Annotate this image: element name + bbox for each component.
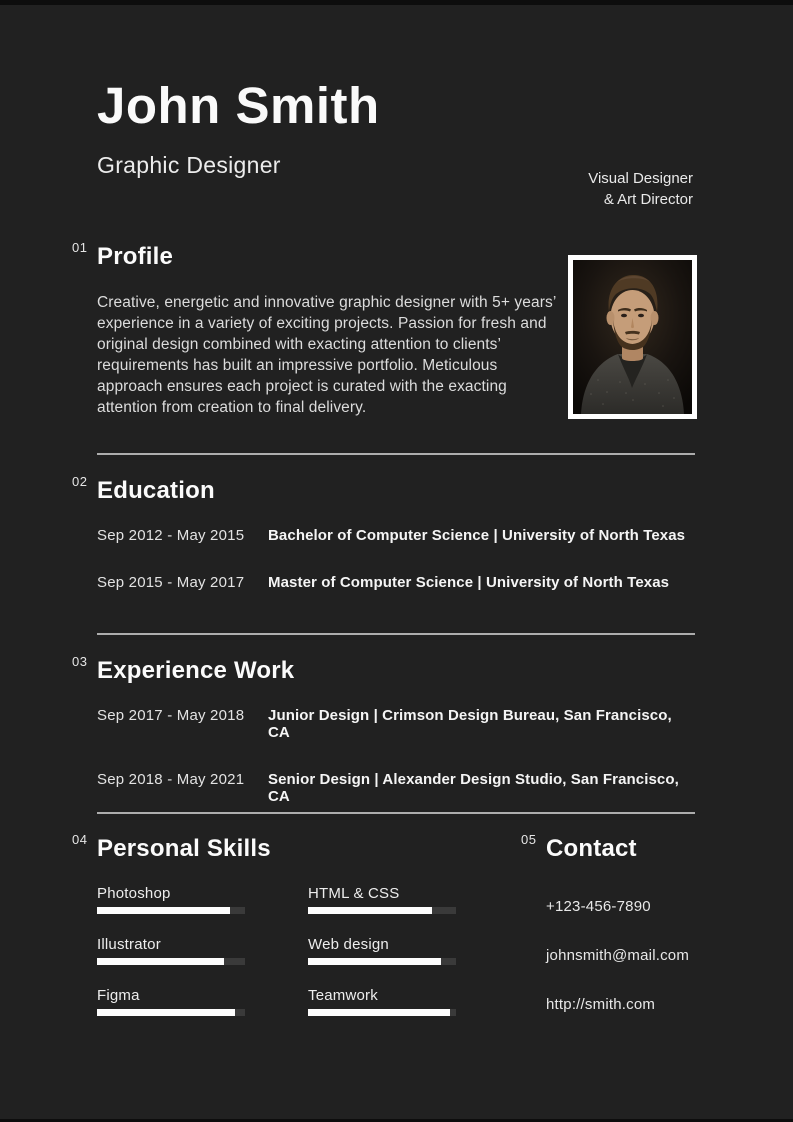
skill-item xyxy=(308,885,505,914)
skill-bar-fill xyxy=(97,958,224,965)
skill-bar-fill xyxy=(308,907,432,914)
skill-bar xyxy=(97,958,245,965)
section-experience xyxy=(72,654,697,835)
experience-dates: Sep 2017 - May 2018 xyxy=(97,707,245,725)
section-title-experience: Experience Work xyxy=(97,657,295,684)
skill-label: Figma xyxy=(97,987,140,1005)
section-number: 01 xyxy=(72,240,88,255)
skill-label: HTML & CSS xyxy=(308,885,400,903)
skill-bar-fill xyxy=(97,907,230,914)
profile-photo xyxy=(568,255,697,419)
profile-summary-text: Creative, energetic and innovative graphic designer with 5+ years’ experience in a variety of exciting projects. Passion for fresh and original design combined with exacting attention to clients’ requirements has built an impressive portfolio. Meticulous approach ensures each project is curated with the exacting attention from creation to final delivery. xyxy=(97,294,556,417)
education-description: Master of Computer Science | University of North Texas xyxy=(268,574,670,592)
section-contact-header xyxy=(521,832,706,862)
experience-row xyxy=(97,707,697,741)
experience-description: Junior Design | Crimson Design Bureau, San Francisco, CA xyxy=(268,707,672,742)
contact-website: http://smith.com xyxy=(546,996,656,1014)
education-dates: Sep 2012 - May 2015 xyxy=(97,527,245,545)
section-title-profile: Profile xyxy=(97,243,174,270)
page-title: John Smith xyxy=(97,77,380,134)
contact-phone: +123-456-7890 xyxy=(546,898,651,916)
experience-description: Senior Design | Alexander Design Studio, San Francisco, CA xyxy=(268,771,679,806)
section-profile xyxy=(72,240,559,418)
skill-label: Illustrator xyxy=(97,936,161,954)
divider xyxy=(97,633,695,635)
skill-label: Web design xyxy=(308,936,389,954)
education-dates: Sep 2015 - May 2017 xyxy=(97,574,245,592)
skill-item xyxy=(308,936,505,965)
tagline-line-1: Visual Designer xyxy=(588,170,693,187)
skill-item xyxy=(97,885,308,914)
section-profile-header xyxy=(72,240,559,270)
skill-bar-fill xyxy=(97,1009,235,1016)
experience-dates: Sep 2018 - May 2021 xyxy=(97,771,245,789)
section-number: 02 xyxy=(72,474,88,489)
skill-item xyxy=(97,936,308,965)
section-contact xyxy=(521,832,706,1045)
divider xyxy=(97,812,695,814)
section-title-contact: Contact xyxy=(546,835,637,862)
tagline-line-2: & Art Director xyxy=(603,191,693,208)
section-experience-header xyxy=(72,654,697,684)
skills-grid xyxy=(97,885,517,1038)
skill-bar xyxy=(308,958,456,965)
skill-label: Teamwork xyxy=(308,987,378,1005)
education-description: Bachelor of Computer Science | University of North Texas xyxy=(268,527,686,545)
skill-item xyxy=(308,987,505,1016)
experience-row xyxy=(97,771,697,805)
education-row xyxy=(97,527,697,544)
section-title-skills: Personal Skills xyxy=(97,835,271,862)
skill-bar-fill xyxy=(308,1009,450,1016)
bottom-area xyxy=(72,832,697,1056)
tagline xyxy=(588,168,693,210)
skill-bar xyxy=(97,1009,245,1016)
section-number: 03 xyxy=(72,654,88,669)
portrait-illustration xyxy=(573,260,692,414)
contact-email: johnsmith@mail.com xyxy=(546,947,690,965)
education-row xyxy=(97,574,697,591)
header xyxy=(0,0,793,230)
section-education-header xyxy=(72,474,697,504)
skill-bar xyxy=(308,907,456,914)
skill-bar xyxy=(97,907,245,914)
section-title-education: Education xyxy=(97,477,215,504)
skill-item xyxy=(97,987,308,1016)
skill-bar xyxy=(308,1009,456,1016)
skill-bar-fill xyxy=(308,958,441,965)
section-skills-header xyxy=(72,832,517,862)
section-skills xyxy=(72,832,517,1038)
section-education xyxy=(72,474,697,621)
section-number: 05 xyxy=(521,832,537,847)
divider xyxy=(97,453,695,455)
section-number: 04 xyxy=(72,832,88,847)
role-subtitle: Graphic Designer xyxy=(97,152,281,178)
skill-label: Photoshop xyxy=(97,885,171,903)
